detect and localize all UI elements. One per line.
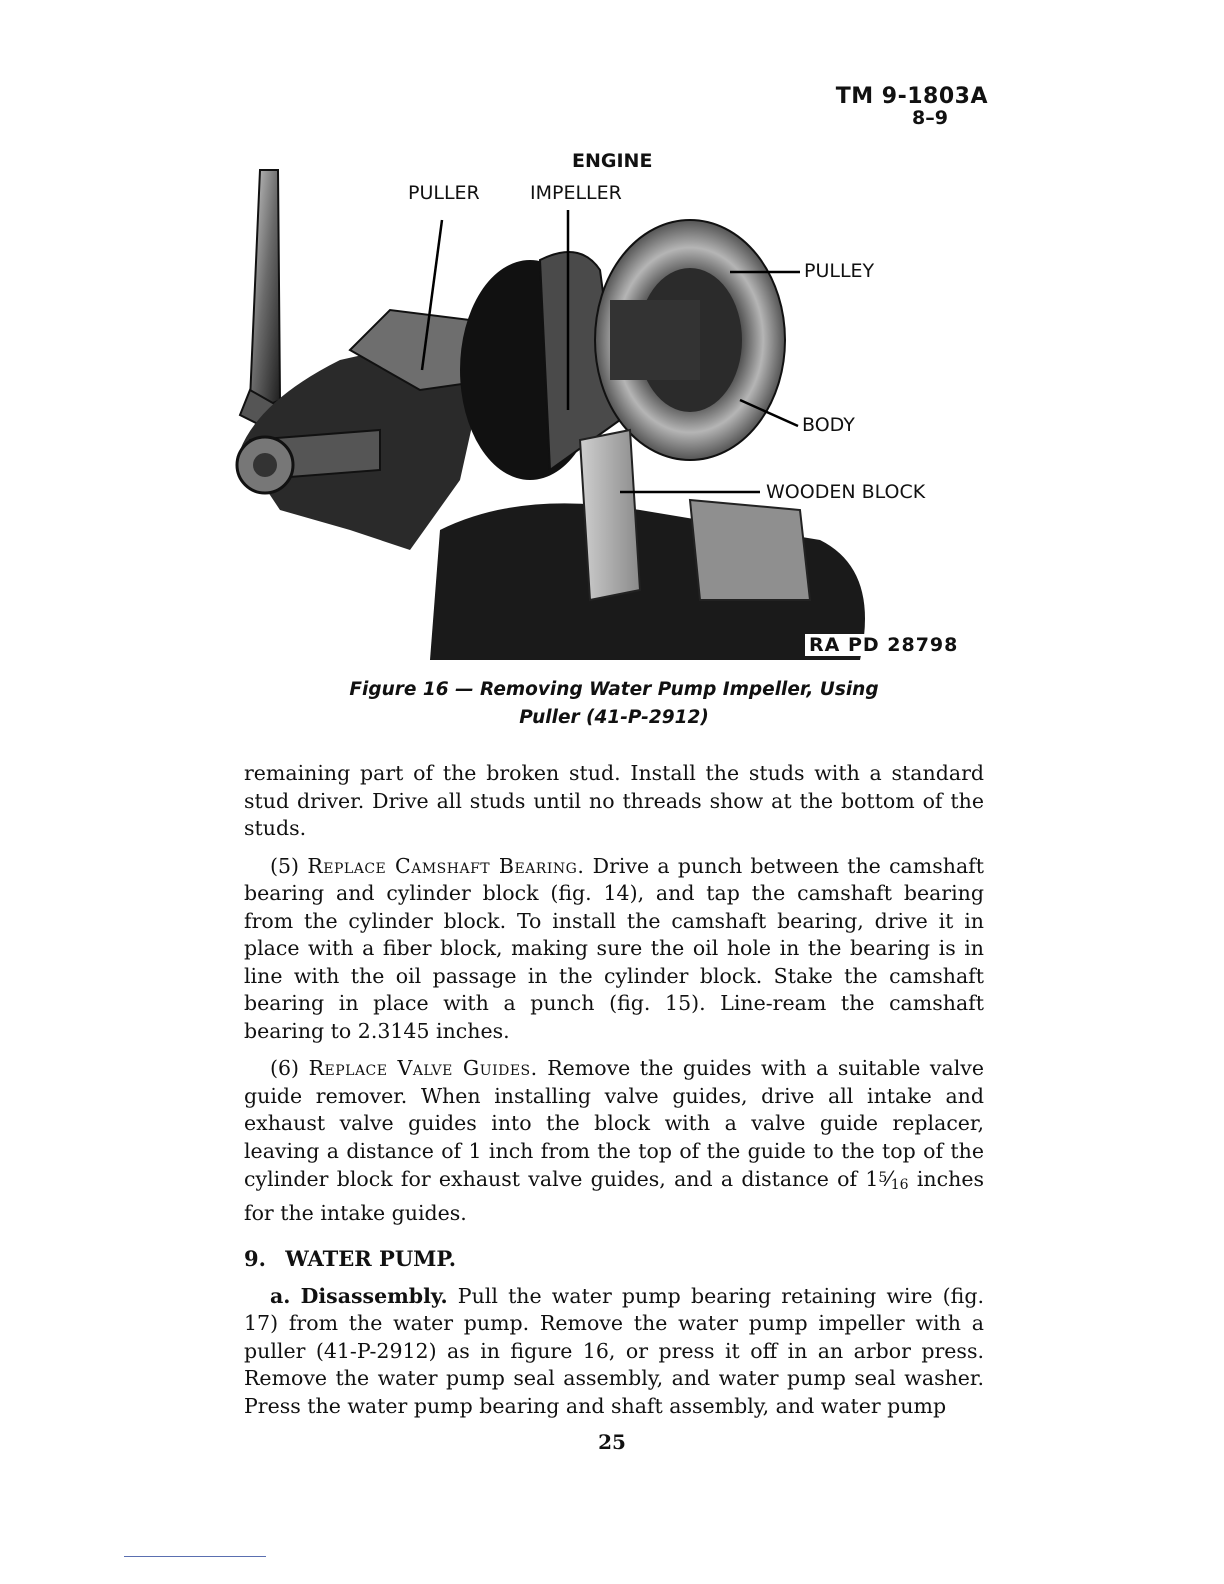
subsection-label: a. xyxy=(270,1283,291,1308)
paragraph-camshaft-bearing xyxy=(244,853,984,1046)
item-title: Replace Valve Guides. xyxy=(308,1056,538,1080)
item-title: Replace Camshaft Bearing. xyxy=(307,853,585,878)
section-heading xyxy=(244,1245,984,1273)
section-range: 8–9 xyxy=(912,107,948,129)
item-text: Drive a punch between the camshaft bearing and cylinder block (fig. 14), and tap the camshaft bearing from the cylinder block. To install the camshaft bearing, drive it in place with a fiber block, making sure the oil hole in the bearing is in line with the oil passage in the cylinder block. Stake the camshaft bearing in place with a punch (fig. 15). Line-ream the camshaft bearing to 2.3145 inches. xyxy=(244,853,984,1043)
item-number: (6) xyxy=(270,1056,300,1080)
section-number: 9. xyxy=(244,1246,266,1271)
subsection-text: Pull the water pump bearing retaining wire (fig. 17) from the water pump. Remove the water pump impeller with a puller (41-P-2912) as in figure 16, or press it off in an arbor press. Remove the water pump seal assembly, and water pump seal washer. Press the water pump bearing and shaft assembly, and water pump xyxy=(244,1283,984,1418)
fraction-denominator: 16 xyxy=(890,1177,909,1193)
body-text xyxy=(244,760,984,1430)
item-number: (5) xyxy=(270,853,300,878)
item-text: Remove the guides with a suitable valve guide remover. When installing valve guides, drive all intake and exhaust valve guides into the block with a valve guide replacer, leaving a distance of 1 inch from the top of the guide to the top of the cylinder block for exhaust valve guides, and a distance of 1 xyxy=(244,1056,984,1191)
figure-16 xyxy=(220,150,990,670)
paragraph-valve-guides: (6) Replace Valve Guides. Remove the guides with a suitable valve guide remover. When installing valve guides, drive all intake and exhaust valve guides into the block with a valve guide replacer, leaving a distance of 1 inch from the top of the guide to the top of the cylinder block for exhaust valve guides, and a distance of 15⁄16 inches for the intake guides. xyxy=(244,1056,984,1225)
item-tail: inches for the intake guides. xyxy=(244,1167,984,1225)
page-number: 25 xyxy=(598,1430,626,1454)
label-impeller: IMPELLER xyxy=(530,182,622,204)
label-engine: ENGINE xyxy=(572,150,653,172)
manual-number: TM 9-1803A xyxy=(835,84,988,109)
caption-line-1: Figure 16 — Removing Water Pump Impeller, Using xyxy=(349,679,879,700)
figure-caption xyxy=(244,676,984,732)
paragraph-continuation: remaining part of the broken stud. Install the studs with a standard stud driver. Drive all studs until no threads show at the bottom of the studs. xyxy=(244,761,984,840)
subsection-title: Disassembly. xyxy=(300,1283,448,1308)
fraction-numerator: 5 xyxy=(878,1170,888,1186)
paragraph-disassembly xyxy=(244,1283,984,1421)
label-pulley: PULLEY xyxy=(804,260,875,282)
water-pump-puller-photo xyxy=(220,150,990,670)
figure-reference-code: RA PD 28798 xyxy=(805,634,962,656)
label-body: BODY xyxy=(802,414,855,436)
caption-line-2: Puller (41-P-2912) xyxy=(519,707,709,728)
footnote-rule xyxy=(124,1556,266,1557)
section-title: WATER PUMP. xyxy=(285,1246,457,1271)
label-puller: PULLER xyxy=(408,182,480,204)
label-wooden-block: WOODEN BLOCK xyxy=(766,481,926,503)
page-header xyxy=(836,84,988,129)
